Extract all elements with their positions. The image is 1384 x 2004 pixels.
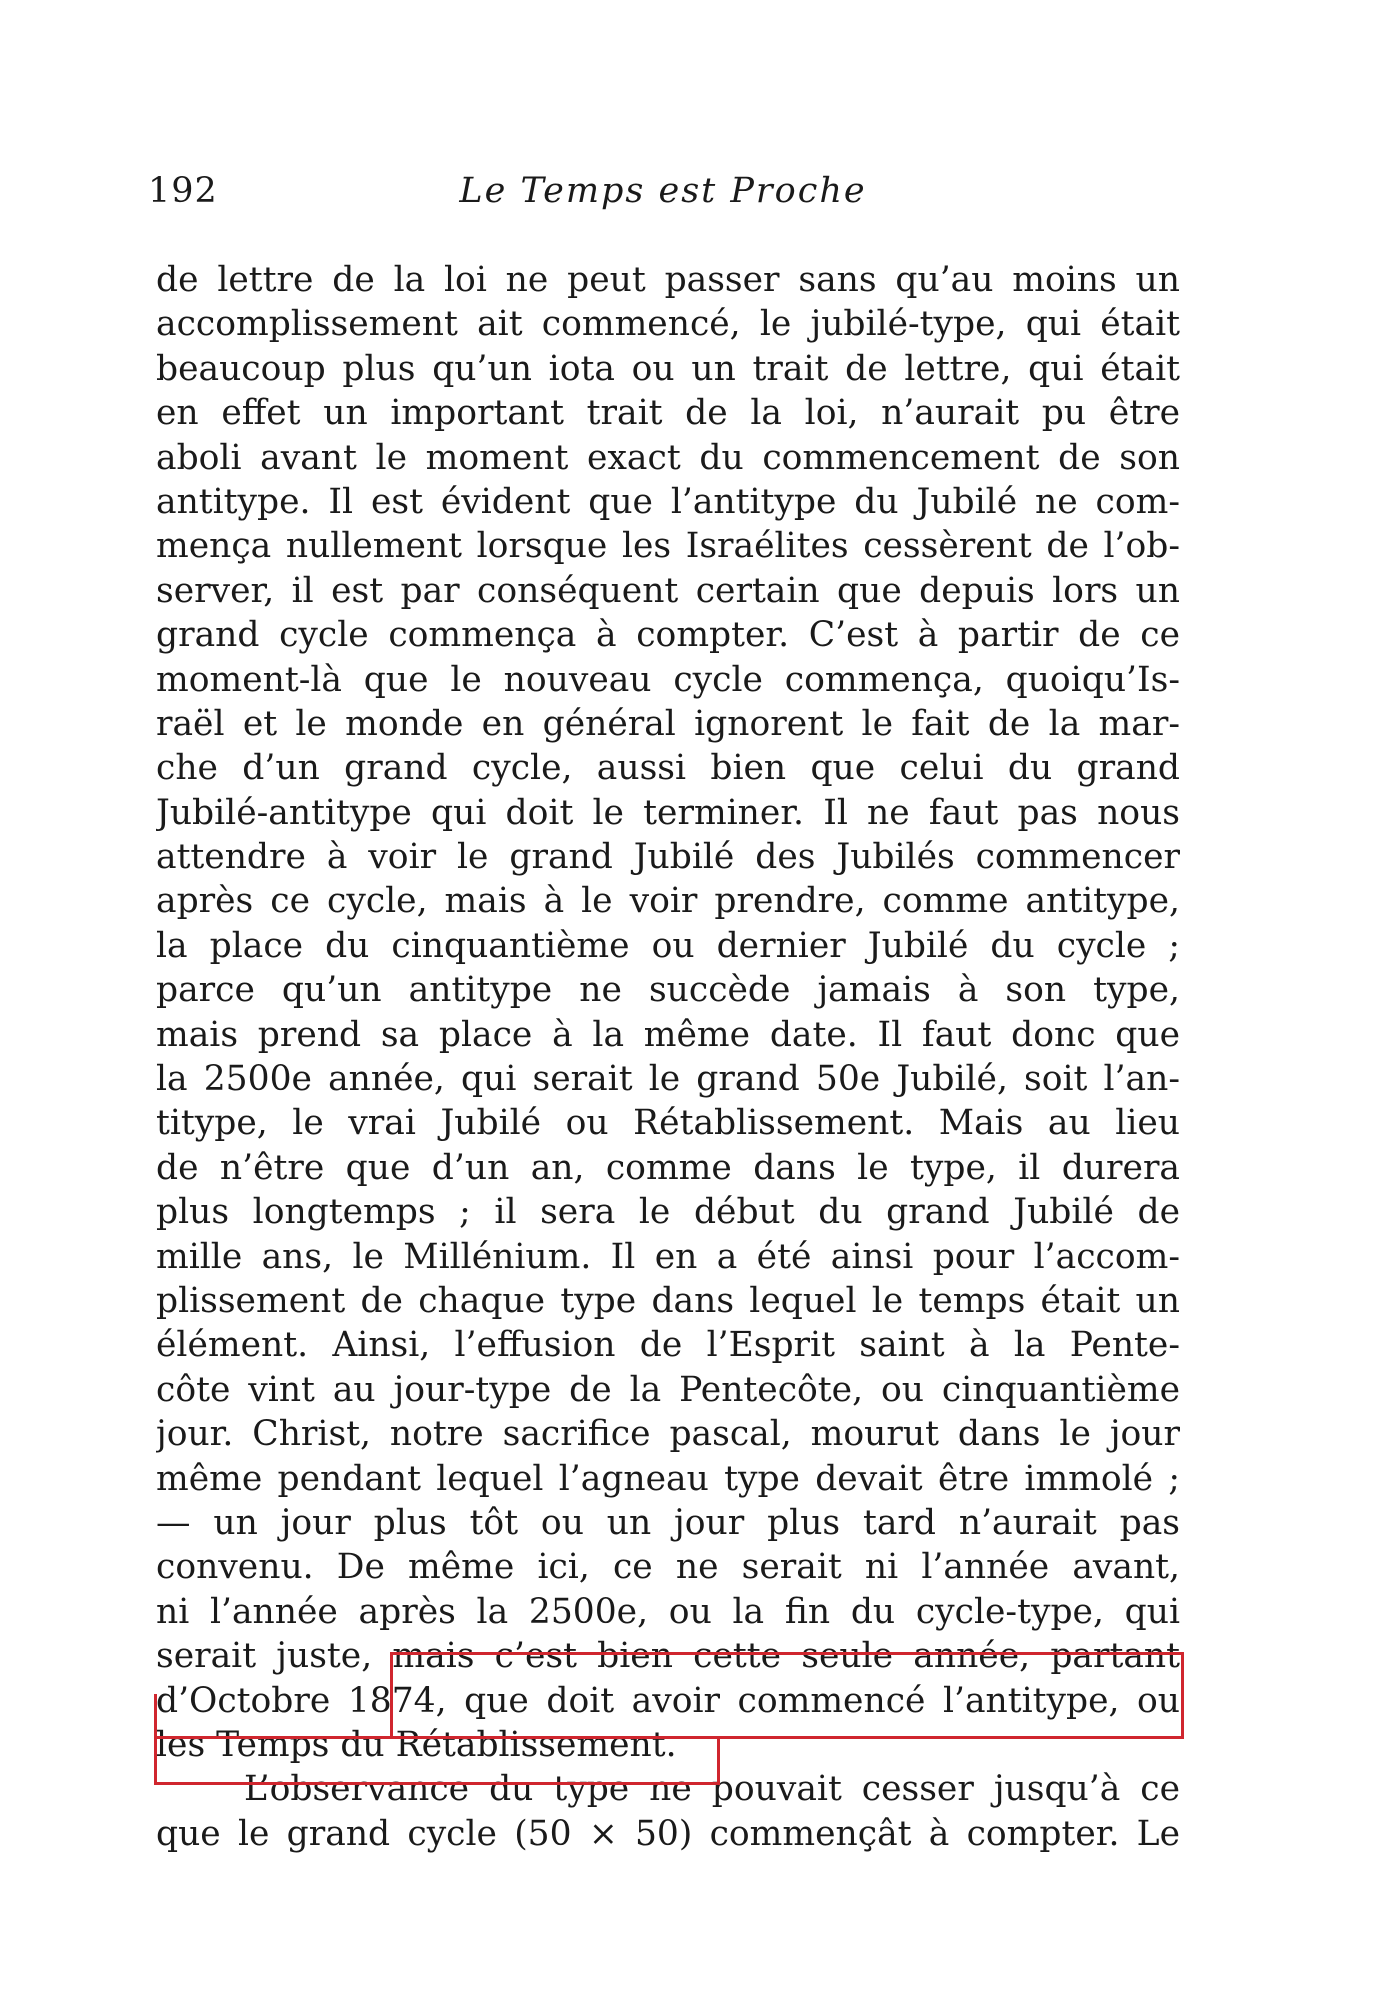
text-line: en effet un important trait de la loi, n’aurait pu être [156, 393, 1180, 434]
text-line: côte vint au jour-type de la Pentecôte, ou cinquantième [156, 1369, 1180, 1410]
text-line: la place du cinquantième ou dernier Jubilé du cycle ; [156, 925, 1180, 966]
running-head [148, 165, 1178, 217]
text-line: parce qu’un antitype ne succède jamais à son type, [156, 970, 1180, 1011]
running-title: Le Temps est Proche [459, 171, 867, 211]
text-line: convenu. De même ici, ce ne serait ni l’année avant, [156, 1547, 1180, 1588]
text-line: la 2500e année, qui serait le grand 50e Jubilé, soit l’an- [156, 1059, 1180, 1100]
text-line: accomplissement ait commencé, le jubilé-type, qui était [156, 304, 1180, 345]
text-line: de n’être que d’un an, comme dans le type, il durera [156, 1147, 1180, 1188]
text-line: jour. Christ, notre sacrifice pascal, mourut dans le jour [156, 1414, 1180, 1455]
text-line: attendre à voir le grand Jubilé des Jubilés commencer [156, 837, 1180, 878]
text-line: — un jour plus tôt ou un jour plus tard n’aurait pas [156, 1502, 1180, 1543]
text-line: che d’un grand cycle, aussi bien que celui du grand [156, 748, 1180, 789]
text-line: plus longtemps ; il sera le début du grand Jubilé de [156, 1192, 1180, 1233]
text-line: plissement de chaque type dans lequel le temps était un [156, 1280, 1180, 1321]
text-line: server, il est par conséquent certain que depuis lors un [156, 570, 1180, 611]
text-line: grand cycle commença à compter. C’est à partir de ce [156, 615, 1180, 656]
text-line: mais prend sa place à la même date. Il faut donc que [156, 1014, 1180, 1055]
text-line: antitype. Il est évident que l’antitype du Jubilé ne com- [156, 481, 1180, 522]
text-line: élément. Ainsi, l’effusion de l’Esprit saint à la Pente- [156, 1325, 1180, 1366]
text-line: les Temps du Rétablissement. [156, 1724, 677, 1765]
text-line: mille ans, le Millénium. Il en a été ainsi pour l’accom- [156, 1236, 1180, 1277]
text-line: de lettre de la loi ne peut passer sans qu’au moins un [156, 260, 1180, 300]
text-line: L’observance du type ne pouvait cesser jusqu’à ce [244, 1769, 1180, 1810]
text-line: raël et le monde en général ignorent le fait de la mar- [156, 703, 1180, 744]
text-line: serait juste, mais c’est bien cette seule année, partant [156, 1636, 1180, 1677]
text-line: après ce cycle, mais à le voir prendre, comme antitype, [156, 881, 1180, 922]
text-line: titype, le vrai Jubilé ou Rétablissement. Mais au lieu [156, 1103, 1180, 1144]
text-line: aboli avant le moment exact du commencement de son [156, 437, 1180, 478]
text-line: d’Octobre 1874, que doit avoir commencé l’antitype, ou [156, 1680, 1180, 1721]
text-line: Jubilé-antitype qui doit le terminer. Il ne faut pas nous [156, 792, 1180, 833]
body-text [156, 258, 1180, 1856]
text-line: mença nullement lorsque les Israélites cessèrent de l’ob- [156, 526, 1180, 567]
text-line: que le grand cycle (50 × 50) commençât à compter. Le [156, 1813, 1180, 1854]
text-line: moment-là que le nouveau cycle commença, quoiqu’Is- [156, 659, 1180, 700]
highlight-box-step [714, 1736, 1178, 1739]
page-number: 192 [148, 171, 218, 211]
text-line: beaucoup plus qu’un iota ou un trait de lettre, qui était [156, 348, 1180, 389]
text-line: même pendant lequel l’agneau type devait être immolé ; [156, 1458, 1180, 1499]
text-line: ni l’année après la 2500e, ou la fin du cycle-type, qui [156, 1591, 1180, 1632]
